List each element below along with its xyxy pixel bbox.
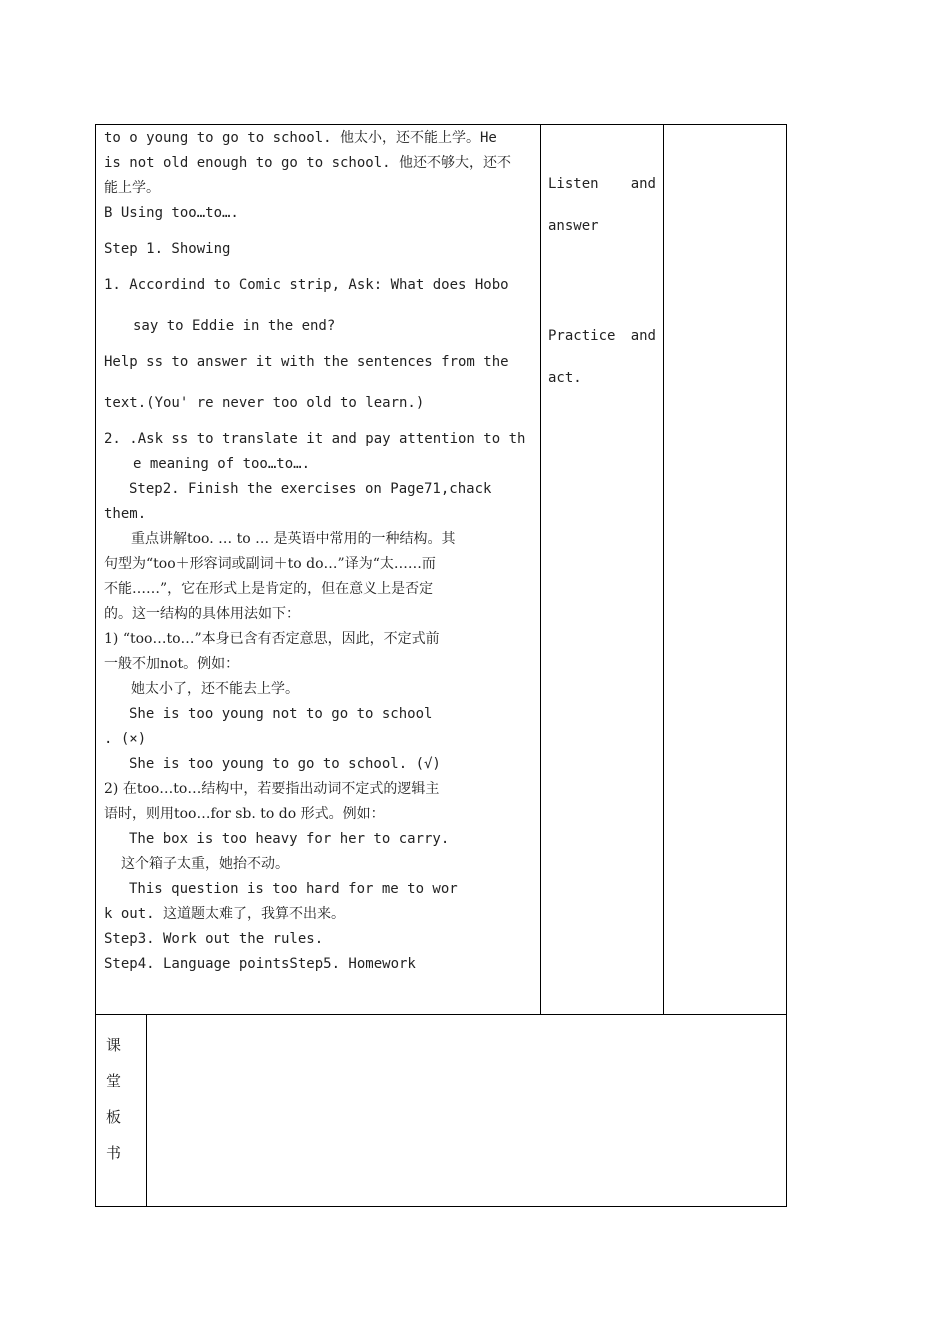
text-line: 一般不加not。例如： <box>104 656 240 672</box>
activity-word: Listen <box>548 176 599 192</box>
row-divider <box>95 1014 787 1015</box>
text-line: 2. .Ask ss to translate it and pay attention to th <box>104 431 526 447</box>
activity-word: and <box>630 176 656 192</box>
activity-word: Practice <box>548 328 616 344</box>
activity-word: act. <box>548 370 582 386</box>
board-label-char: 课 <box>106 1036 122 1054</box>
step-line: Step2. Finish the exercises on Page71,chack <box>129 481 492 497</box>
example-line: She is too young not to go to school <box>129 706 433 722</box>
activity-word: answer <box>548 218 599 234</box>
text-line: say to Eddie in the end? <box>133 318 336 334</box>
step-line: Step3. Work out the rules. <box>104 931 324 947</box>
text-line: 2) 在too…to…结构中，若要指出动词不定式的逻辑主 <box>104 781 440 797</box>
example-line: k out. 这道题太难了，我算不出来。 <box>104 906 346 922</box>
text-line: 的。这一结构的具体用法如下： <box>104 606 300 622</box>
board-label-char: 堂 <box>106 1072 122 1090</box>
text-line: 1. Accordind to Comic strip, Ask: What does Hobo <box>104 277 509 293</box>
column-divider-1 <box>540 124 541 1014</box>
text-line: them. <box>104 506 147 522</box>
section-heading: B Using too…to…. <box>104 205 239 221</box>
example-line: 她太小了，还不能去上学。 <box>131 681 299 697</box>
teaching-content <box>104 126 532 977</box>
step-line: Step4. Language pointsStep5. Homework <box>104 956 416 972</box>
example-line: This question is too hard for me to wor <box>129 881 458 897</box>
example-line: 这个箱子太重，她抬不动。 <box>121 856 289 872</box>
text-line: text.(You' re never too old to learn.) <box>104 395 425 411</box>
board-label-divider <box>146 1014 147 1207</box>
activity-listen-line <box>548 176 656 218</box>
text-line: Help ss to answer it with the sentences from the <box>104 354 509 370</box>
column-divider-2 <box>663 124 664 1014</box>
text-line: to o young to go to school. 他太小，还不能上学。He <box>104 130 497 146</box>
text-line: 语时，则用too…for sb. to do 形式。例如： <box>104 806 385 822</box>
text-line: e meaning of too…to…. <box>133 456 311 472</box>
example-line: The box is too heavy for her to carry. <box>129 831 450 847</box>
text-line: 不能……”，它在形式上是肯定的，但在意义上是否定 <box>104 581 434 597</box>
board-label-char: 板 <box>106 1108 122 1126</box>
step-heading: Step 1. Showing <box>104 241 231 257</box>
text-line: 句型为“too＋形容词或副词＋to do…”译为“太……而 <box>104 556 436 572</box>
example-line: She is too young to go to school. (√) <box>129 756 441 772</box>
text-line: is not old enough to go to school. 他还不够大，还不 <box>104 155 512 171</box>
text-line: 1) “too…to…”本身已含有否定意思，因此，不定式前 <box>104 631 440 647</box>
text-line: 重点讲解too. … to … 是英语中常用的一种结构。其 <box>131 531 456 547</box>
activity-word: and <box>630 328 656 344</box>
text-line: 能上学。 <box>104 180 160 196</box>
activity-practice-line <box>548 328 656 370</box>
student-activity <box>548 176 656 386</box>
board-label-char: 书 <box>106 1144 122 1162</box>
example-line: . (×) <box>104 731 147 747</box>
